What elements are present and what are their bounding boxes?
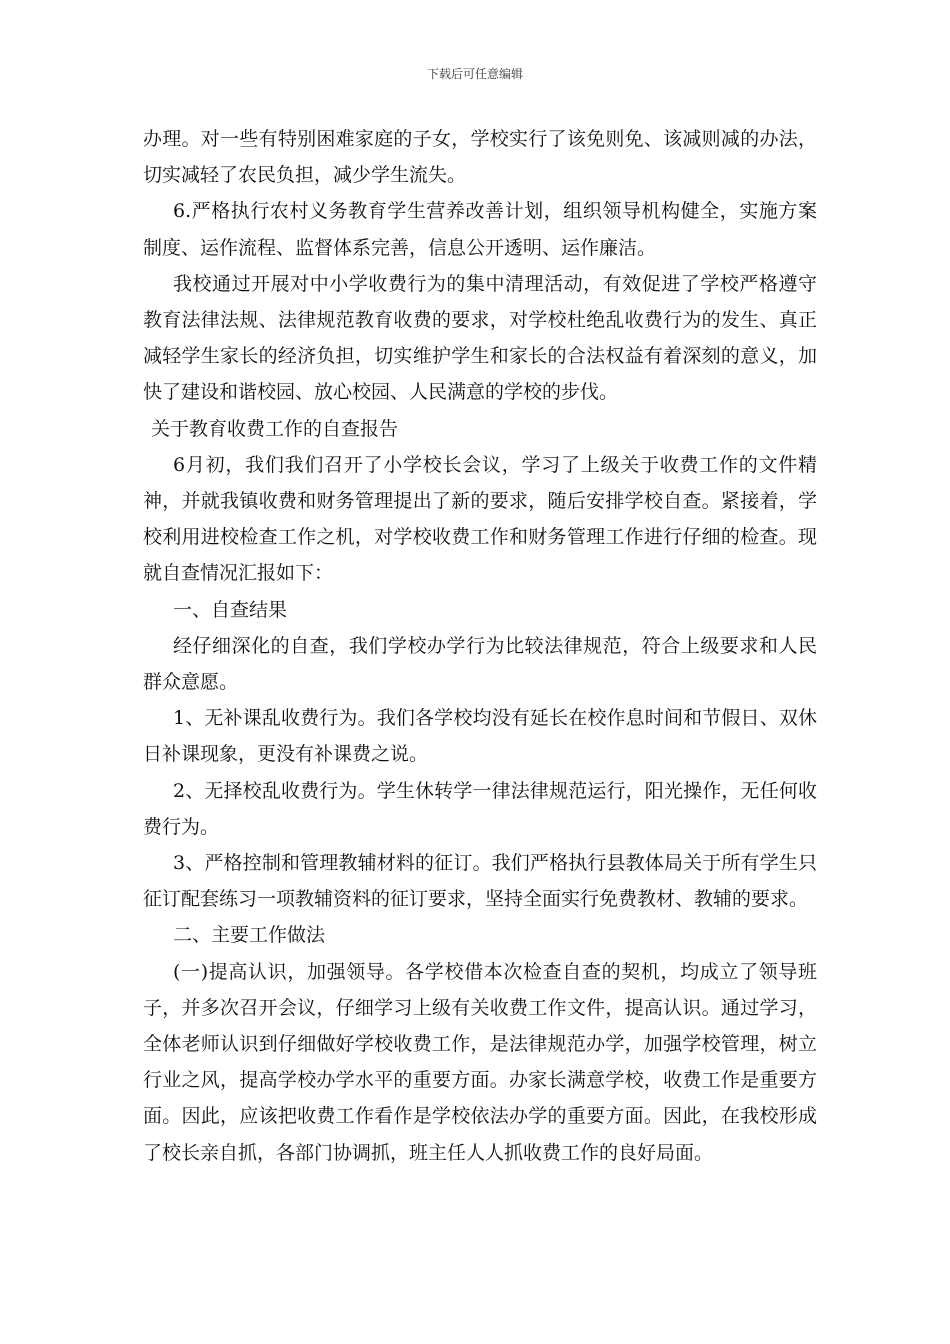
paragraph-item-3: 3、严格控制和管理教辅材料的征订。我们严格执行县教体局关于所有学生只征订配套练习一项教辅资料的征订要求，坚持全面实行免费教材、教辅的要求。	[143, 852, 817, 911]
paragraph-continuation: 办理。对一些有特别困难家庭的子女，学校实行了该免则免、该减则减的办法，切实减轻了农民负担，减少学生流失。	[143, 128, 817, 187]
paragraph-summary: 我校通过开展对中小学收费行为的集中清理活动，有效促进了学校严格遵守教育法律法规、法律规范教育收费的要求，对学校杜绝乱收费行为的发生、真正减轻学生家长的经济负担，切实维护学生和家长的合法权益有着深刻的意义，加快了建设和谐校园、放心校园、人民满意的学校的步伐。	[143, 272, 817, 404]
paragraph-intro: 6月初，我们我们召开了小学校长会议，学习了上级关于收费工作的文件精神，并就我镇收费和财务管理提出了新的要求，随后安排学校自查。紧接着，学校利用进校检查工作之机，对学校收费工作和财务管理工作进行仔细的检查。现就自查情况汇报如下：	[143, 453, 817, 585]
paragraph-item-1: 1、无补课乱收费行为。我们各学校均没有延长在校作息时间和节假日、双休日补课现象，更没有补课费之说。	[143, 707, 817, 766]
header-note: 下载后可任意编辑	[426, 67, 523, 81]
section-heading-practices: 二、主要工作做法	[173, 924, 326, 947]
paragraph-results: 经仔细深化的自查，我们学校办学行为比较法律规范，符合上级要求和人民群众意愿。	[143, 634, 817, 694]
document-body	[143, 121, 817, 1171]
report-title: 关于教育收费工作的自查报告	[151, 417, 399, 440]
section-heading-results: 一、自查结果	[173, 598, 288, 621]
paragraph-item-2: 2、无择校乱收费行为。学生休转学一律法律规范运行，阳光操作，无任何收费行为。	[143, 779, 817, 838]
paragraph-practice-1: (一)提高认识，加强领导。各学校借本次检查自查的契机，均成立了领导班子，并多次召开会议，仔细学习上级有关收费工作文件，提高认识。通过学习，全体老师认识到仔细做好学校收费工作，是法律规范办学，加强学校管理，树立行业之风，提高学校办学水平的重要方面。办家长满意学校，收费工作是重要方面。因此，应该把收费工作看作是学校依法办学的重要方面。因此，在我校形成了校长亲自抓，各部门协调抓，班主任人人抓收费工作的良好局面。	[143, 960, 817, 1164]
paragraph-item-6: 6.严格执行农村义务教育学生营养改善计划，组织领导机构健全，实施方案制度、运作流程、监督体系完善，信息公开透明、运作廉洁。	[143, 200, 817, 259]
